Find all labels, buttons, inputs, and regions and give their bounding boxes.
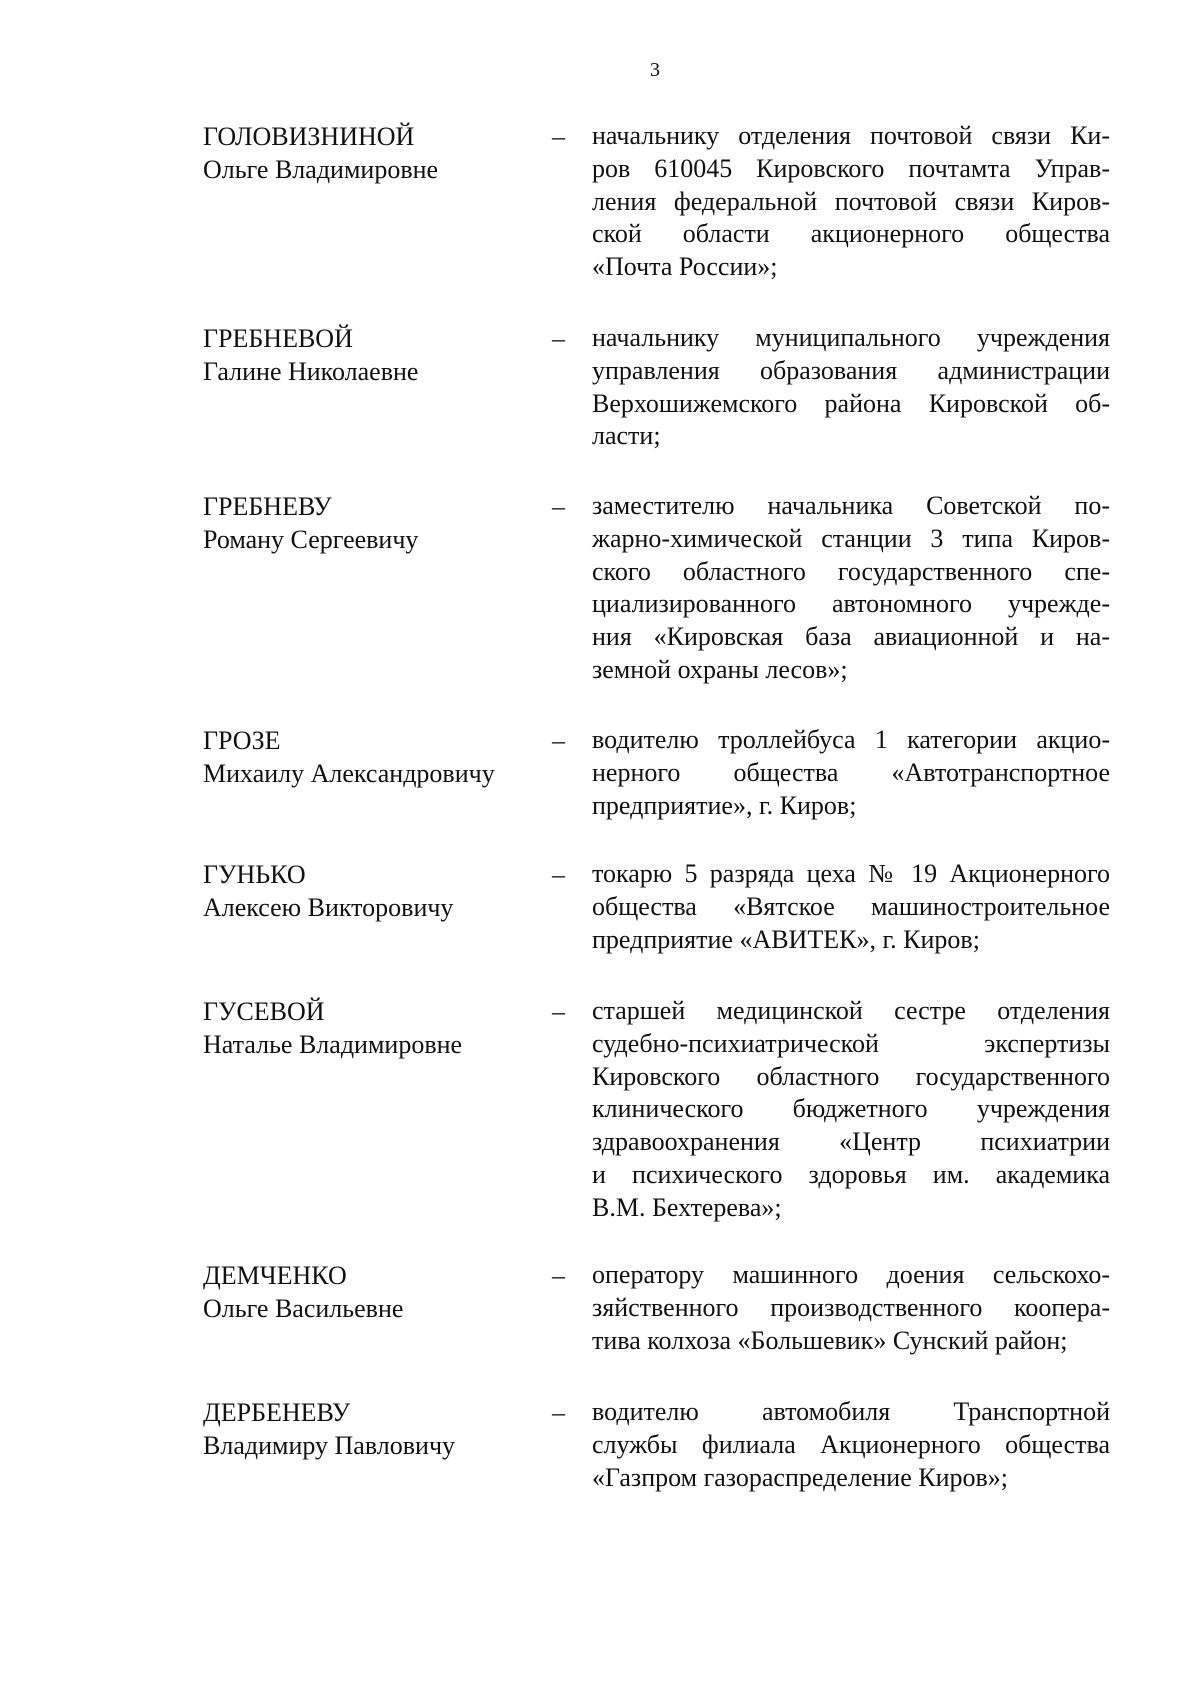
position-line: ления федеральной почтовой связи Киров- <box>592 186 1110 216</box>
position-line: водителю автомобиля Транспортной <box>592 1397 1110 1426</box>
recipient-surname: ГОЛОВИЗНИНОЙ <box>203 122 415 151</box>
entry-dash: – <box>552 997 565 1026</box>
position-line: ского областного государственного спе- <box>592 556 1110 586</box>
position-line: и психического здоровья им. академика <box>592 1159 1110 1189</box>
recipient-given-names: Владимиру Павловичу <box>203 1431 456 1460</box>
position-line: оператору машинного доения сельскохо- <box>592 1260 1110 1289</box>
recipient-position <box>592 120 1110 284</box>
position-line: жарно-химической станции 3 типа Киров- <box>592 523 1110 553</box>
recipient-given-names: Михаилу Александровичу <box>203 759 495 788</box>
position-line: «Почта России»; <box>592 252 778 282</box>
recipient-surname: ГРОЗЕ <box>203 726 281 755</box>
position-line: Кировского областного государственного <box>592 1061 1110 1091</box>
position-line: токарю 5 разряда цеха № 19 Акционерного <box>592 859 1110 888</box>
position-line: зяйственного производственного коопера- <box>592 1292 1110 1322</box>
position-line: судебно-психиатрической экспертизы <box>592 1028 1110 1058</box>
recipient-name <box>203 1396 543 1462</box>
position-line: общества «Вятское машиностроительное <box>592 891 1110 921</box>
recipient-position <box>592 1396 1110 1494</box>
recipient-position <box>592 1259 1110 1357</box>
position-line: заместителю начальника Советской по- <box>592 491 1110 520</box>
recipient-name <box>203 1259 543 1325</box>
position-line: ласти; <box>592 421 661 451</box>
recipient-position <box>592 995 1110 1225</box>
recipient-name <box>203 995 543 1061</box>
position-line: ров 610045 Кировского почтамта Управ- <box>592 153 1110 183</box>
page-number: 3 <box>650 59 660 81</box>
recipient-given-names: Роману Сергеевичу <box>203 525 419 554</box>
recipient-given-names: Алексею Викторовичу <box>203 893 454 922</box>
recipient-name <box>203 490 543 556</box>
position-line: ния «Кировская база авиационной и на- <box>592 622 1110 652</box>
recipient-position <box>592 490 1110 687</box>
recipient-position <box>592 322 1110 453</box>
entry-dash: – <box>552 1398 565 1427</box>
recipient-name <box>203 322 543 388</box>
position-line: земной охраны лесов»; <box>592 654 848 684</box>
position-line: «Газпром газораспределение Киров»; <box>592 1462 1008 1492</box>
recipient-name <box>203 120 543 186</box>
recipient-name <box>203 858 543 924</box>
recipient-surname: ГРЕБНЕВУ <box>203 492 332 521</box>
entry-dash: – <box>552 492 565 521</box>
position-line: Верхошижемского района Кировской об- <box>592 388 1110 418</box>
recipient-name <box>203 724 543 790</box>
recipient-surname: ГУСЕВОЙ <box>203 997 325 1026</box>
position-line: циализированного автономного учрежде- <box>592 589 1110 619</box>
recipient-given-names: Ольге Владимировне <box>203 155 439 184</box>
recipient-surname: ДЕМЧЕНКО <box>203 1261 347 1290</box>
entry-dash: – <box>552 1261 565 1290</box>
recipient-given-names: Ольге Васильевне <box>203 1294 404 1323</box>
position-line: старшей медицинской сестре отделения <box>592 996 1110 1025</box>
position-line: начальнику отделения почтовой связи Ки- <box>592 121 1110 150</box>
position-line: службы филиала Акционерного общества <box>592 1429 1110 1459</box>
position-line: предприятие «АВИТЕК», г. Киров; <box>592 924 980 954</box>
position-line: нерного общества «Автотранспортное <box>592 757 1110 787</box>
recipient-given-names: Галине Николаевне <box>203 357 419 386</box>
entry-dash: – <box>552 726 565 755</box>
entry-dash: – <box>552 860 565 889</box>
recipient-surname: ГУНЬКО <box>203 860 306 889</box>
entry-dash: – <box>552 122 565 151</box>
position-line: предприятие», г. Киров; <box>592 790 857 820</box>
recipient-position <box>592 724 1110 822</box>
position-line: здравоохранения «Центр психиатрии <box>592 1127 1110 1157</box>
position-line: начальнику муниципального учреждения <box>592 323 1110 352</box>
position-line: ской области акционерного общества <box>592 219 1110 249</box>
recipient-position <box>592 858 1110 956</box>
position-line: клинического бюджетного учреждения <box>592 1094 1110 1124</box>
position-line: водителю троллейбуса 1 категории акцио- <box>592 725 1110 754</box>
position-line: В.М. Бехтерева»; <box>592 1192 782 1222</box>
recipient-surname: ГРЕБНЕВОЙ <box>203 324 353 353</box>
recipient-surname: ДЕРБЕНЕВУ <box>203 1398 351 1427</box>
recipient-given-names: Наталье Владимировне <box>203 1030 463 1059</box>
position-line: тива колхоза «Большевик» Сунский район; <box>592 1325 1068 1355</box>
entry-dash: – <box>552 324 565 353</box>
position-line: управления образования администрации <box>592 355 1110 385</box>
